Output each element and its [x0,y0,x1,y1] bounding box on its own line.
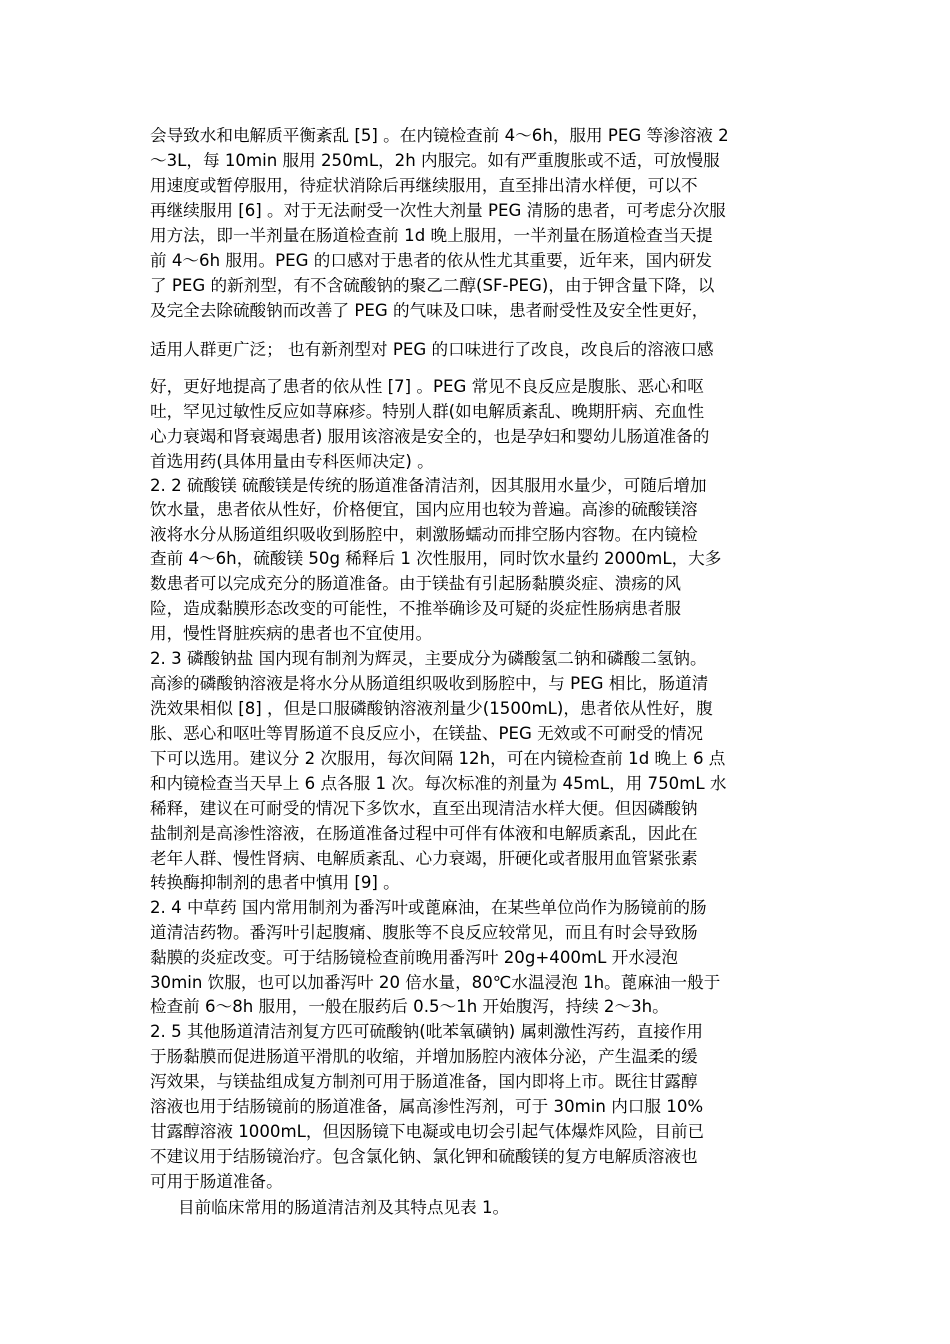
text-line: 会导致水和电解质平衡紊乱 [5] 。在内镜检查前 4～6h，服用 PEG 等渗溶液 2 [150,126,729,145]
text-line: 饮水量，患者依从性好，价格便宜，国内应用也较为普遍。高渗的硫酸镁溶 [150,500,698,519]
text-line: 用速度或暂停服用，待症状消除后再继续服用，直至排出清水样便，可以不 [150,176,698,195]
text-line: 道清洁药物。番泻叶引起腹痛、腹胀等不良反应较常见，而且有时会导致肠 [150,923,698,942]
section-2-3-heading-line: 2. 3 磷酸钠盐 国内现有制剂为辉灵，主要成分为磷酸氢二钠和磷酸二氢钠。 [150,649,707,668]
text-line: 胀、恶心和呕吐等胃肠道不良反应小，在镁盐、PEG 无效或不可耐受的情况 [150,724,704,743]
text-line: 高渗的磷酸钠溶液是将水分从肠道组织吸收到肠腔中，与 PEG 相比，肠道清 [150,674,709,693]
text-line: 用方法，即一半剂量在肠道检查前 1d 晚上服用，一半剂量在肠道检查当天提 [150,226,713,245]
text-line: 适用人群更广泛； 也有新剂型对 PEG 的口味进行了改良，改良后的溶液口感 [150,340,714,359]
text-line: 及完全去除硫酸钠而改善了 PEG 的气味及口味，患者耐受性及安全性更好， [150,301,709,320]
text-line: 老年人群、慢性肾病、电解质紊乱、心力衰竭，肝硬化或者服用血管紧张素 [150,849,698,868]
text-line: 和内镜检查当天早上 6 点各服 1 次。每次标准的剂量为 45mL，用 750mL 水 [150,774,727,793]
text-line: 数患者可以完成充分的肠道准备。由于镁盐有引起肠黏膜炎症、溃疡的风 [150,574,681,593]
text-line: 查前 4～6h，硫酸镁 50g 稀释后 1 次性服用，同时饮水量约 2000mL，大多 [150,549,722,568]
text-line: 前 4～6h 服用。PEG 的口感对于患者的依从性尤其重要，近年来，国内研发 [150,251,713,270]
table-reference-line: 目前临床常用的肠道清洁剂及其特点见表 1。 [178,1198,510,1217]
text-line: 再继续服用 [6] 。对于无法耐受一次性大剂量 PEG 清肠的患者，可考虑分次服 [150,201,726,220]
text-line: 吐，罕见过敏性反应如荨麻疹。特别人群(如电解质紊乱、晚期肝病、充血性 [150,402,705,421]
text-line: 了 PEG 的新剂型，有不含硫酸钠的聚乙二醇(SF-PEG)，由于钾含量下降，以 [150,276,715,295]
text-line: 30min 饮服，也可以加番泻叶 20 倍水量，80℃水温浸泡 1h。蓖麻油一般于 [150,973,721,992]
text-line: 检查前 6～8h 服用，一般在服药后 0.5～1h 开始腹泻，持续 2～3h。 [150,997,669,1016]
text-line: 下可以选用。建议分 2 次服用，每次间隔 12h，可在内镜检查前 1d 晚上 6 点 [150,749,726,768]
section-2-5-heading-line: 2. 5 其他肠道清洁剂复方匹可硫酸钠(吡苯氧磺钠) 属刺激性泻药，直接作用 [150,1022,703,1041]
text-line: 心力衰竭和肾衰竭患者) 服用该溶液是安全的，也是孕妇和婴幼儿肠道准备的 [150,427,710,446]
text-line: 液将水分从肠道组织吸收到肠腔中，刺激肠蠕动而排空肠内容物。在内镜检 [150,525,698,544]
text-line: 甘露醇溶液 1000mL，但因肠镜下电凝或电切会引起气体爆炸风险，目前已 [150,1122,705,1141]
text-line: 泻效果，与镁盐组成复方制剂可用于肠道准备，国内即将上市。既往甘露醇 [150,1072,698,1091]
section-2-4-heading-line: 2. 4 中草药 国内常用制剂为番泻叶或蓖麻油，在某些单位尚作为肠镜前的肠 [150,898,707,917]
text-line: 于肠黏膜而促进肠道平滑肌的收缩，并增加肠腔内液体分泌，产生温柔的缓 [150,1047,698,1066]
text-line: ～3L，每 10min 服用 250mL，2h 内服完。如有严重腹胀或不适，可放慢服 [150,151,720,170]
text-line: 盐制剂是高渗性溶液，在肠道准备过程中可伴有体液和电解质紊乱，因此在 [150,824,698,843]
text-line: 用，慢性肾脏疾病的患者也不宜使用。 [150,624,433,643]
text-line: 溶液也用于结肠镜前的肠道准备，属高渗性泻剂，可于 30min 内口服 10% [150,1097,704,1116]
section-2-2-heading-line: 2. 2 硫酸镁 硫酸镁是传统的肠道准备清洁剂，因其服用水量少，可随后增加 [150,476,707,495]
text-line: 洗效果相似 [8] ，但是口服磷酸钠溶液剂量少(1500mL)，患者依从性好，腹 [150,699,713,718]
text-line: 不建议用于结肠镜治疗。包含氯化钠、氯化钾和硫酸镁的复方电解质溶液也 [150,1147,698,1166]
text-line: 转换酶抑制剂的患者中慎用 [9] 。 [150,873,400,892]
text-line: 稀释，建议在可耐受的情况下多饮水，直至出现清洁水样大便。但因磷酸钠 [150,799,698,818]
text-line: 首选用药(具体用量由专科医师决定) 。 [150,452,434,471]
text-line: 险，造成黏膜形态改变的可能性，不推举确诊及可疑的炎症性肠病患者服 [150,599,681,618]
text-line: 可用于肠道准备。 [150,1172,283,1191]
text-line: 好，更好地提高了患者的依从性 [7] 。PEG 常见不良反应是腹胀、恶心和呕 [150,377,704,396]
text-line: 黏膜的炎症改变。可于结肠镜检查前晚用番泻叶 20g+400mL 开水浸泡 [150,948,679,967]
